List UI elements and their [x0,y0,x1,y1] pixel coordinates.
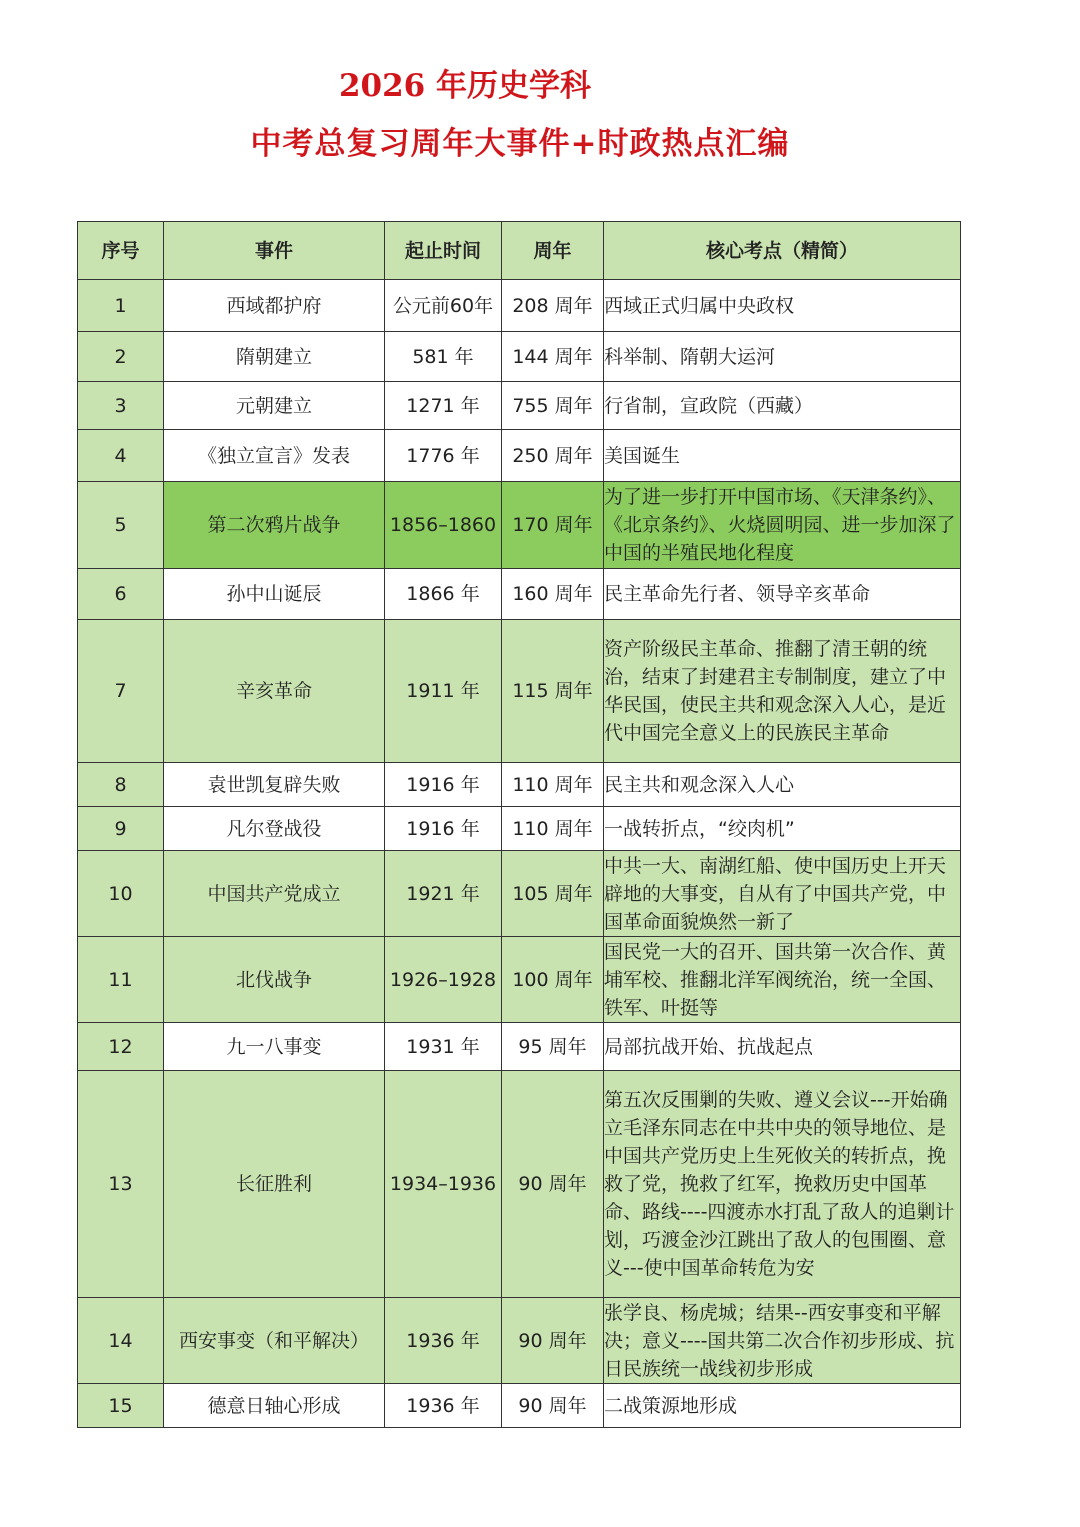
row-anniversary: 95 周年 [502,1023,604,1071]
row-no: 9 [78,807,164,851]
row-no: 1 [78,280,164,332]
row-no: 12 [78,1023,164,1071]
row-key-point: 民主革命先行者、领导辛亥革命 [604,569,961,620]
row-anniversary: 90 周年 [502,1384,604,1428]
row-anniversary: 755 周年 [502,382,604,430]
row-no: 10 [78,851,164,937]
row-no: 14 [78,1298,164,1384]
row-event: 辛亥革命 [164,620,385,763]
row-key-point: 第五次反围剿的失败、遵义会议---开始确立毛泽东同志在中共中央的领导地位、是中国共产党历史上生死攸关的转折点，挽救了党，挽救了红军，挽救历史中国革命、路线----四渡赤水打乱了敌人的追剿计划，巧渡金沙江跳出了敌人的包围圈、意义---使中国革命转危为安 [604,1071,961,1298]
row-event: 北伐战争 [164,937,385,1023]
row-no: 4 [78,430,164,482]
row-key-point: 二战策源地形成 [604,1384,961,1428]
row-event: 《独立宣言》发表 [164,430,385,482]
table-row [78,280,961,332]
table-row [78,569,961,620]
table-row [78,1023,961,1071]
row-key-point: 科举制、隋朝大运河 [604,332,961,382]
row-key-point: 民主共和观念深入人心 [604,763,961,807]
row-anniversary: 170 周年 [502,482,604,569]
table-row [78,382,961,430]
row-time: 1911 年 [385,620,502,763]
table-row [78,807,961,851]
table-row [78,620,961,763]
row-key-point: 西域正式归属中央政权 [604,280,961,332]
row-time: 公元前60年 [385,280,502,332]
row-anniversary: 110 周年 [502,763,604,807]
row-anniversary: 110 周年 [502,807,604,851]
row-anniversary: 105 周年 [502,851,604,937]
table-row [78,851,961,937]
row-event: 九一八事变 [164,1023,385,1071]
row-key-point: 中共一大、南湖红船、使中国历史上开天辟地的大事变，自从有了中国共产党，中国革命面貌焕然一新了 [604,851,961,937]
row-time: 1856–1860 [385,482,502,569]
row-anniversary: 250 周年 [502,430,604,482]
row-event: 中国共产党成立 [164,851,385,937]
table-header-row [78,222,961,280]
row-time: 1934–1936 [385,1071,502,1298]
row-anniversary: 160 周年 [502,569,604,620]
title-line-2: 中考总复习周年大事件+时政热点汇编 [250,126,790,162]
row-time: 1931 年 [385,1023,502,1071]
header-key-points: 核心考点（精简） [604,222,961,280]
header-anniversary: 周年 [502,222,604,280]
row-event: 袁世凯复辟失败 [164,763,385,807]
row-anniversary: 115 周年 [502,620,604,763]
header-time: 起止时间 [385,222,502,280]
title-line-1: 2026 年历史学科 [338,68,592,104]
header-event: 事件 [164,222,385,280]
row-no: 7 [78,620,164,763]
row-anniversary: 90 周年 [502,1298,604,1384]
row-time: 1916 年 [385,763,502,807]
table-row [78,1071,961,1298]
row-time: 1936 年 [385,1384,502,1428]
row-event: 隋朝建立 [164,332,385,382]
row-event: 长征胜利 [164,1071,385,1298]
row-event: 西域都护府 [164,280,385,332]
row-time: 1271 年 [385,382,502,430]
row-key-point: 为了进一步打开中国市场、《天津条约》、《北京条约》、火烧圆明园、进一步加深了中国的半殖民地化程度 [604,482,961,569]
row-no: 3 [78,382,164,430]
row-no: 11 [78,937,164,1023]
row-anniversary: 90 周年 [502,1071,604,1298]
row-event: 元朝建立 [164,382,385,430]
row-key-point: 行省制，宣政院（西藏） [604,382,961,430]
row-key-point: 国民党一大的召开、国共第一次合作、黄埔军校、推翻北洋军阀统治，统一全国、铁军、叶挺等 [604,937,961,1023]
table-row [78,763,961,807]
row-event: 孙中山诞辰 [164,569,385,620]
row-time: 581 年 [385,332,502,382]
row-no: 13 [78,1071,164,1298]
row-anniversary: 208 周年 [502,280,604,332]
row-key-point: 张学良、杨虎城；结果--西安事变和平解决；意义----国共第二次合作初步形成、抗日民族统一战线初步形成 [604,1298,961,1384]
row-time: 1926–1928 [385,937,502,1023]
row-no: 2 [78,332,164,382]
row-no: 6 [78,569,164,620]
table-row [78,332,961,382]
row-no: 8 [78,763,164,807]
table-row [78,430,961,482]
row-key-point: 一战转折点，“绞肉机” [604,807,961,851]
row-time: 1916 年 [385,807,502,851]
table-row [78,937,961,1023]
row-event: 德意日轴心形成 [164,1384,385,1428]
row-key-point: 局部抗战开始、抗战起点 [604,1023,961,1071]
row-no: 5 [78,482,164,569]
table-row [78,1384,961,1428]
row-time: 1921 年 [385,851,502,937]
row-time: 1866 年 [385,569,502,620]
row-anniversary: 100 周年 [502,937,604,1023]
row-key-point: 资产阶级民主革命、推翻了清王朝的统治，结束了封建君主专制制度，建立了中华民国，使民主共和观念深入人心，是近代中国完全意义上的民族民主革命 [604,620,961,763]
row-key-point: 美国诞生 [604,430,961,482]
header-no: 序号 [78,222,164,280]
table-row [78,1298,961,1384]
row-time: 1936 年 [385,1298,502,1384]
events-table [77,221,961,1428]
row-time: 1776 年 [385,430,502,482]
table-row [78,482,961,569]
row-no: 15 [78,1384,164,1428]
row-event: 西安事变（和平解决） [164,1298,385,1384]
row-anniversary: 144 周年 [502,332,604,382]
row-event: 凡尔登战役 [164,807,385,851]
row-event: 第二次鸦片战争 [164,482,385,569]
